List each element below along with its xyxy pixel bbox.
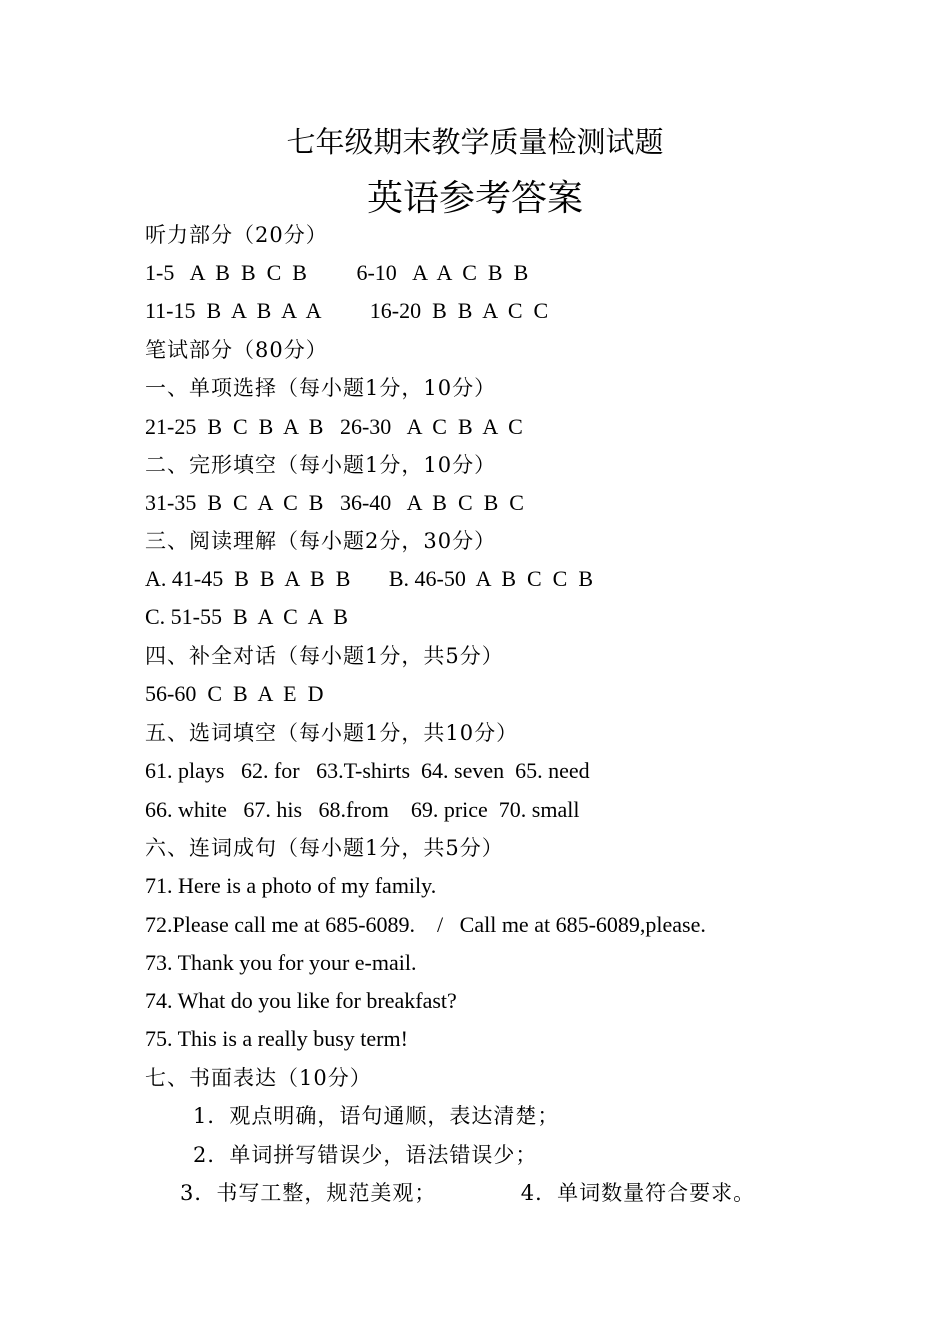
section-written: 笔试部分（80分）	[145, 338, 328, 362]
section-listening: 听力部分（20分）	[145, 223, 328, 247]
exam-title: 七年级期末教学质量检测试题	[286, 125, 664, 159]
answer-row: 73. Thank you for your e-mail.	[145, 950, 417, 975]
answer-row: A. 41-45 B B A B B B. 46-50 A B C C B	[145, 566, 594, 591]
section-heading: 六、连词成句（每小题1分，共5分）	[145, 836, 504, 860]
answer-row: 61. plays 62. for 63.T-shirts 64. seven 65. need	[145, 758, 590, 783]
criteria-item: 1．观点明确，语句通顺，表达清楚；	[193, 1104, 560, 1128]
section-heading: 一、单项选择（每小题1分，10分）	[145, 376, 497, 400]
section-heading: 四、补全对话（每小题1分，共5分）	[145, 644, 504, 668]
answer-row: 11-15 B A B A A 16-20 B B A C C	[145, 298, 549, 323]
answer-row: 71. Here is a photo of my family.	[145, 873, 437, 898]
answer-key-title: 英语参考答案	[366, 178, 583, 219]
answer-row: 56-60 C B A E D	[145, 681, 324, 706]
section-heading: 七、书面表达（10分）	[145, 1066, 372, 1090]
criteria-item: 3．书写工整，规范美观； 4．单词数量符合要求。	[180, 1181, 756, 1205]
answer-row: 74. What do you like for breakfast?	[145, 988, 457, 1013]
answer-row: 66. white 67. his 68.from 69. price 70. small	[145, 797, 580, 822]
answer-row: 31-35 B C A C B 36-40 A B C B C	[145, 490, 524, 515]
section-heading: 三、阅读理解（每小题2分，30分）	[145, 529, 497, 553]
answer-row: 1-5 A B B C B 6-10 A A C B B	[145, 260, 529, 285]
section-heading: 五、选词填空（每小题1分，共10分）	[145, 721, 519, 745]
answer-row: 75. This is a really busy term!	[145, 1026, 408, 1051]
section-heading: 二、完形填空（每小题1分，10分）	[145, 453, 497, 477]
answer-row: 72.Please call me at 685-6089. / Call me at 685-6089,please.	[145, 912, 706, 937]
answer-row: 21-25 B C B A B 26-30 A C B A C	[145, 414, 523, 439]
criteria-item: 2．单词拼写错误少，语法错误少；	[193, 1143, 538, 1167]
answer-row: C. 51-55 B A C A B	[145, 604, 348, 629]
